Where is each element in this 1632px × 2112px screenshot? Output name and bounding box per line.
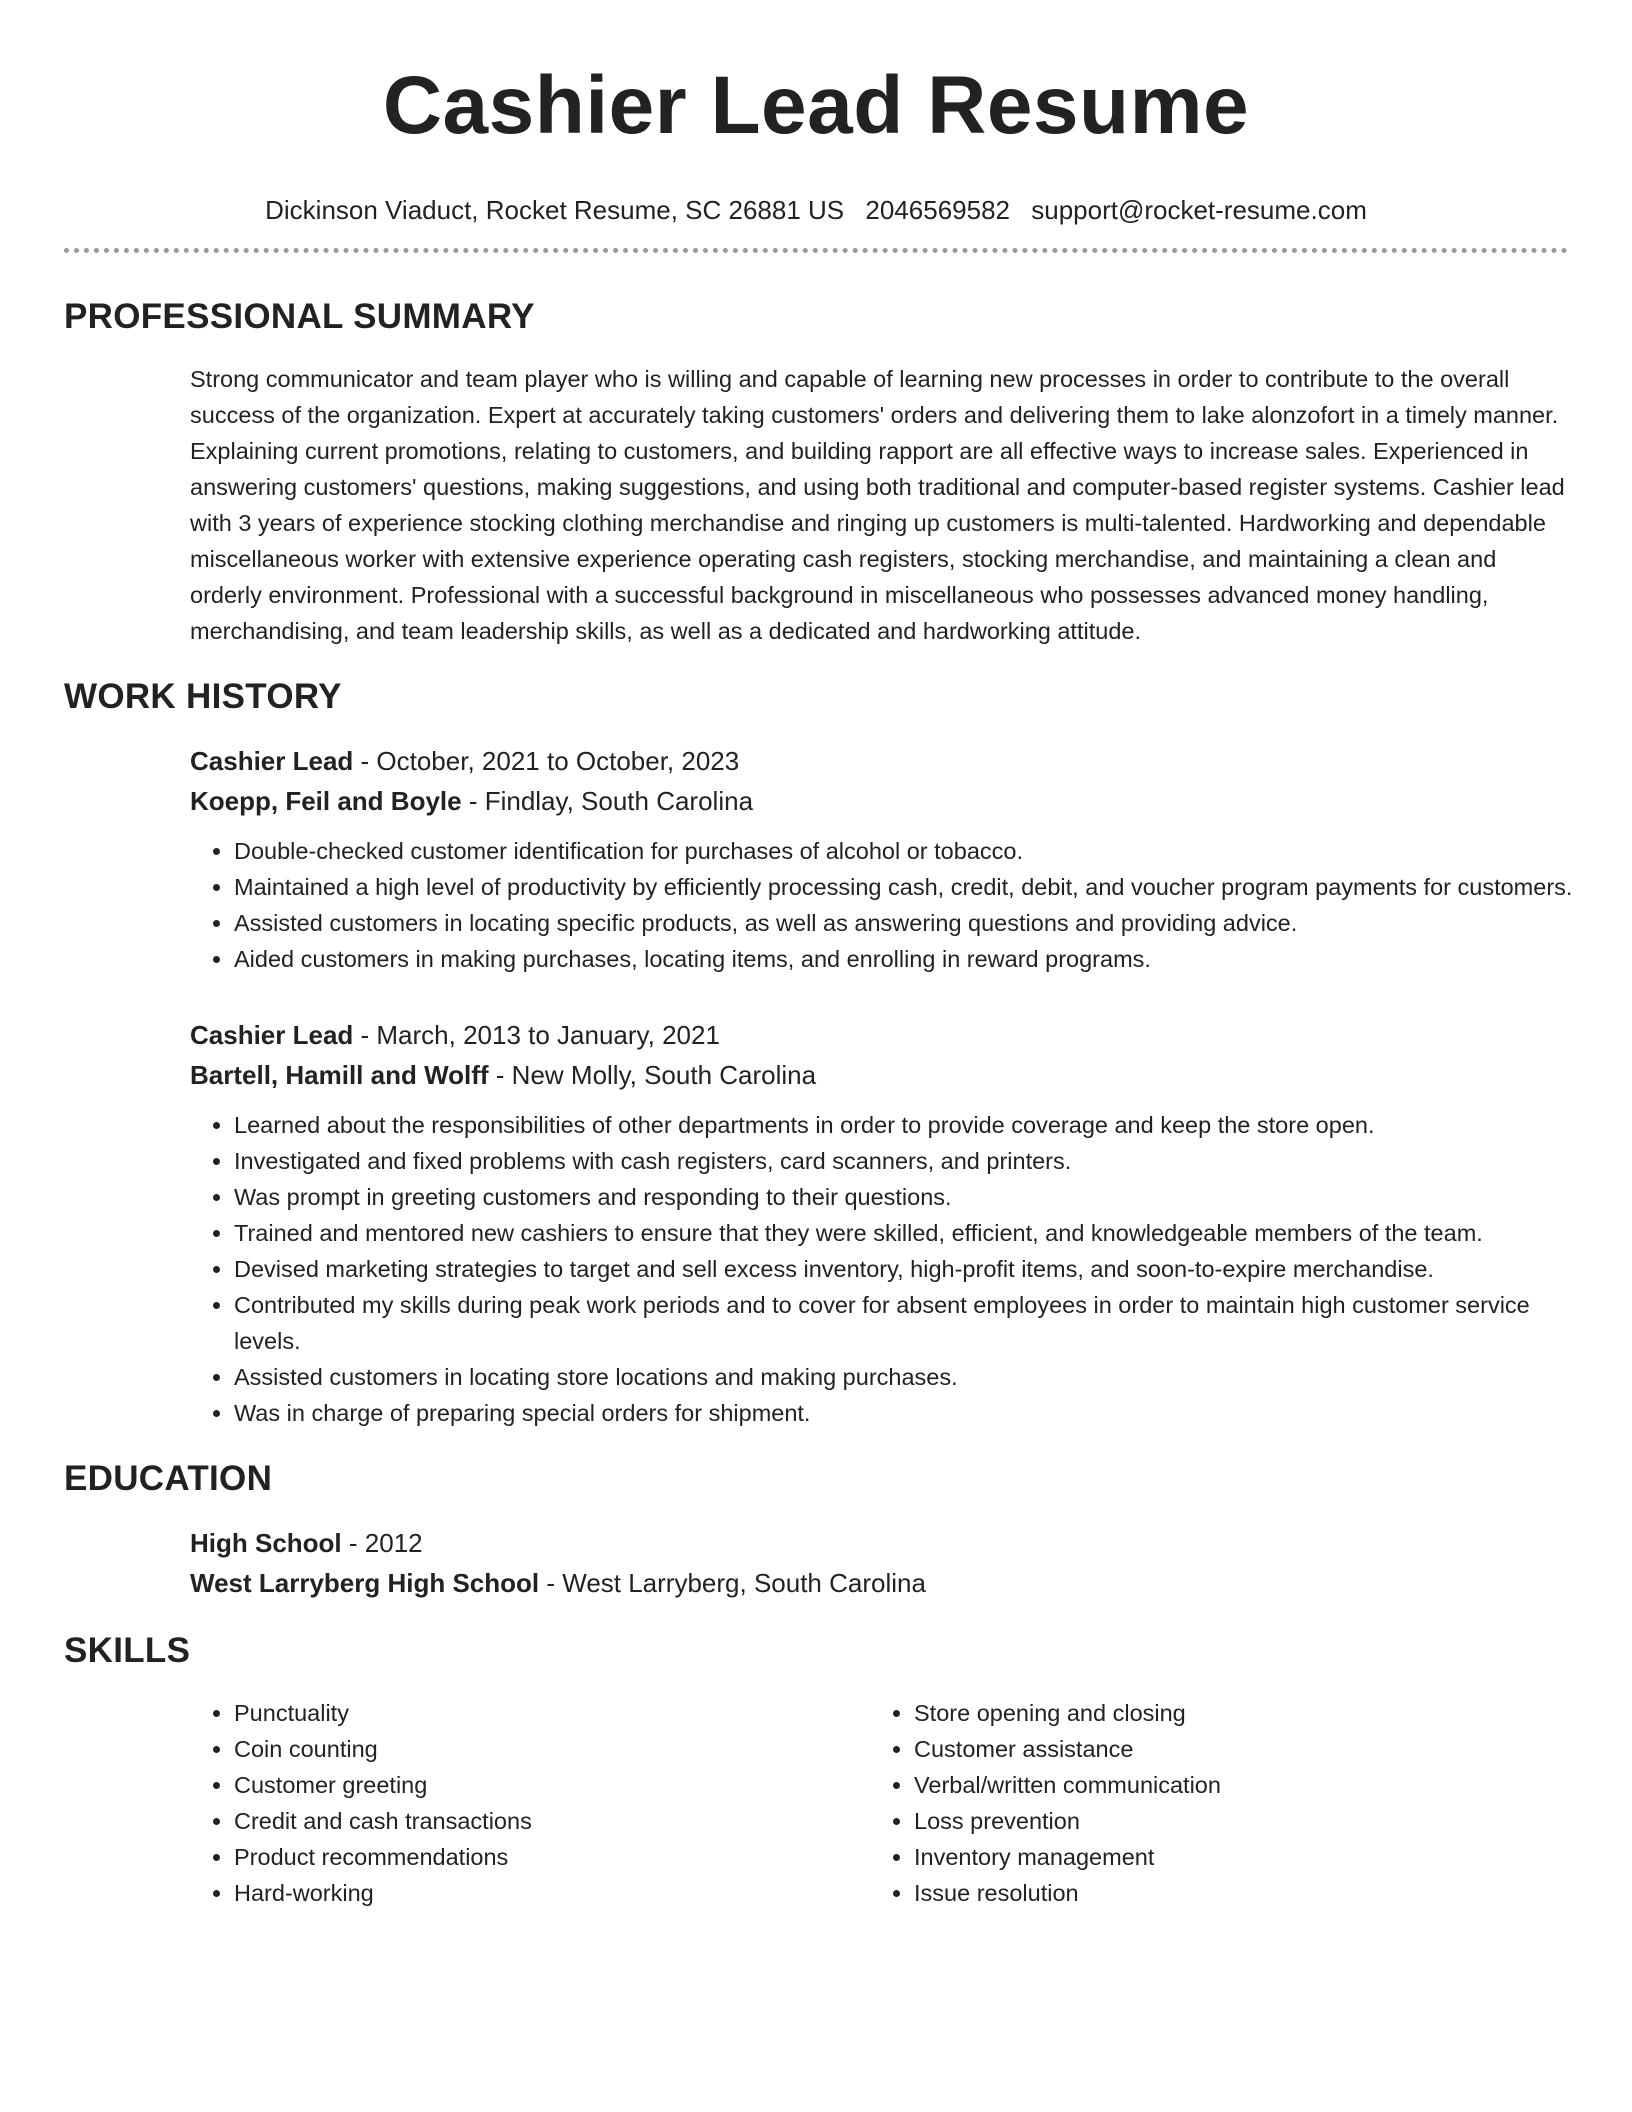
list-item: • Trained and mentored new cashiers to ensure that they were skilled, efficient, and knowledgeable members of the team. [234,1215,1574,1251]
education-degree-line [190,1523,1568,1563]
list-item: • Learned about the responsibilities of other departments in order to provide coverage and keep the store open. [234,1107,1574,1143]
job-company: Bartell, Hamill and Wolff [190,1060,489,1090]
education-heading: EDUCATION [64,1459,273,1498]
skill-item: • Customer greeting [234,1767,870,1803]
list-item: • Devised marketing strategies to target and sell excess inventory, high-profit items, and soon-to-expire merchandise. [234,1251,1574,1287]
list-item: • Was in charge of preparing special orders for shipment. [234,1395,1574,1431]
job-duties-list [190,1107,1574,1431]
job-entry [190,741,1573,977]
list-item: • Aided customers in making purchases, locating items, and enrolling in reward programs. [234,941,1574,977]
contact-address: Dickinson Viaduct, Rocket Resume, SC 26881 US [265,195,845,225]
job-role: Cashier Lead [190,1020,354,1050]
summary-section [64,295,1568,649]
education-school: West Larryberg High School [190,1568,540,1598]
list-item: • Investigated and fixed problems with cash registers, card scanners, and printers. [234,1143,1574,1179]
job-company-line [190,781,1568,821]
skills-heading: SKILLS [64,1631,191,1670]
education-year: - 2012 [341,1528,423,1558]
contact-line [64,194,1568,226]
job-entry [190,1015,1568,1431]
list-item: • Maintained a high level of productivity by efficiently processing cash, credit, debit, and voucher program payments for customers. [234,869,1574,905]
education-entry [190,1523,1568,1603]
resume-title: Cashier Lead Resume [382,60,1250,151]
job-dates: - October, 2021 to October, 2023 [353,746,740,776]
work-history-heading: WORK HISTORY [64,677,342,716]
skill-item: • Loss prevention [914,1803,1550,1839]
skills-grid [190,1695,1570,1911]
skills-list-left [190,1695,870,1911]
skill-item: • Coin counting [234,1731,870,1767]
job-title-line [190,1015,1568,1055]
education-degree: High School [190,1528,342,1558]
resume-page [64,0,1573,1911]
job-title-line [190,741,1568,781]
work-history-section [64,675,1573,1431]
education-school-line [190,1563,1568,1603]
list-item: • Assisted customers in locating specific products, as well as answering questions and providing advice. [234,905,1574,941]
job-location: - Findlay, South Carolina [461,786,754,816]
summary-text: Strong communicator and team player who is willing and capable of learning new processes in order to contribute to the overall success of the organization. Expert at accurately taking customers' orders and delivering them to lake alonzofort in a timely manner. Explaining current promotions, relating to customers, and building rapport are all effective ways to increase sales. Experienced in answering customers' questions, making suggestions, and using both traditional and computer-based register systems. Cashier lead with 3 years of experience stocking clothing merchandise and ringing up customers is multi-talented. Hardworking and dependable miscellaneous worker with extensive experience operating cash registers, stocking merchandise, and maintaining a clean and orderly environment. Professional with a successful background in miscellaneous who possesses advanced money handling, merchandising, and team leadership skills, as well as a dedicated and hardworking attitude. [190,366,1565,644]
skill-item: • Inventory management [914,1839,1550,1875]
skill-item: • Issue resolution [914,1875,1550,1911]
skills-list-right [870,1695,1550,1911]
skills-section [64,1629,1568,1911]
resume-header [64,0,1568,253]
list-item: • Contributed my skills during peak work periods and to cover for absent employees in order to maintain high customer service levels. [234,1287,1574,1359]
skill-item: • Punctuality [234,1695,870,1731]
job-location: - New Molly, South Carolina [488,1060,817,1090]
skill-item: • Store opening and closing [914,1695,1550,1731]
contact-email: support@rocket-resume.com [1031,195,1367,225]
job-company: Koepp, Feil and Boyle [190,786,462,816]
skill-item: • Customer assistance [914,1731,1550,1767]
skill-item: • Hard-working [234,1875,870,1911]
job-duties-list [190,833,1574,977]
header-divider [64,248,1568,253]
education-location: - West Larryberg, South Carolina [539,1568,926,1598]
list-item: • Double-checked customer identification for purchases of alcohol or tobacco. [234,833,1574,869]
education-section [64,1457,1568,1603]
contact-phone: 2046569582 [865,195,1010,225]
summary-heading: PROFESSIONAL SUMMARY [64,297,535,336]
skill-item: • Verbal/written communication [914,1767,1550,1803]
job-company-line [190,1055,1568,1095]
job-role: Cashier Lead [190,746,354,776]
job-dates: - March, 2013 to January, 2021 [353,1020,720,1050]
list-item: • Was prompt in greeting customers and responding to their questions. [234,1179,1574,1215]
skill-item: • Product recommendations [234,1839,870,1875]
skill-item: • Credit and cash transactions [234,1803,870,1839]
list-item: • Assisted customers in locating store locations and making purchases. [234,1359,1574,1395]
